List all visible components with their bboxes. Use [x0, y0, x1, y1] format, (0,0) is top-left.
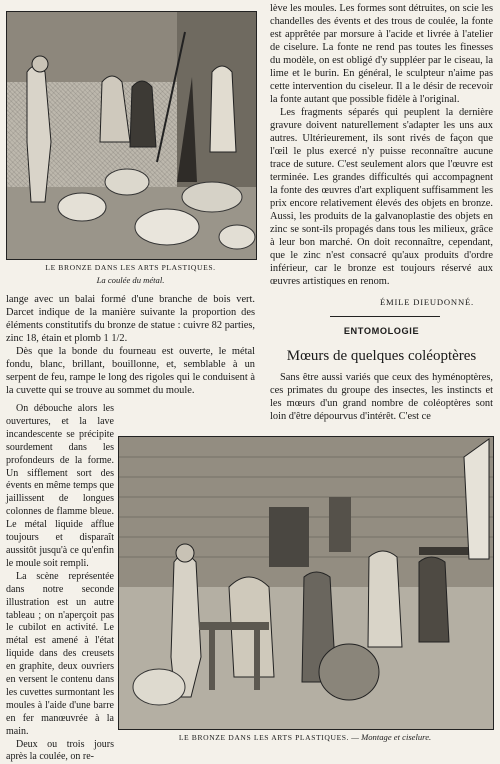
workshop-scene-illustration [119, 437, 493, 729]
figure-2-caption [118, 731, 492, 744]
left-column-text [6, 293, 255, 397]
paragraph: Deux ou trois jours après la coulée, on re- [6, 738, 114, 763]
figure-assembly-engraving [118, 436, 494, 730]
author-signature: ÉMILE DIEUDONNÉ. [380, 297, 474, 307]
figure-2-caption-title: LE BRONZE DANS LES ARTS PLASTIQUES. [178, 733, 350, 742]
figure-1-caption [6, 262, 255, 286]
figure-1-caption-title: LE BRONZE DANS LES ARTS PLASTIQUES. [45, 263, 216, 272]
paragraph: Dès que la bonde du fourneau est ouverte, le métal fondu, blanc, brillant, bouillonne, et, semblable à un serpent de feu, rampe le long des rigoles qui le conduisent à la cuvette qui se trouve au sommet du moule. [6, 346, 255, 396]
paragraph: lange avec un balai formé d'une branche de bois vert. Darcet indique de la manière suivante la proportion des éléments constitutifs du bronze de statue : cuivre 82 parties, zinc 18, étain et plomb 1 1/2. [6, 294, 255, 344]
paragraph: Les fragments séparés qui peuplent la dernière gravure doivent naturellement s'adapter les uns aux autres. Ultérieurement, ils sont rivés de façon que l'œil le plus exercé n'y puisse reconnaître aucune trace de suture. C'est seulement alors que l'œuvre est terminée. Les grandes difficultés qui accompagnent la fonte des œuvres d'art expliquent suffisamment les prix encore relativement élevés des objets en bronze. Aussi, les produits de la galvanoplastie des objets en zinc se sont-ils propagés dans tous les milieux, grâce à leur bon marché. On doit reconnaître, cependant, que le zinc n'est consacré qu'aux produits d'ordre inférieur, car le bronze est toujours réservé aux œuvres artistiques en renom. [270, 107, 493, 287]
paragraph: lève les moules. Les formes sont détruites, on scie les chandelles des évents et des trous de coulée, la fonte est apprêtée par morsure à l'acide et livrée à l'atelier de ciselure. La fonte ne rend pas toutes les finesses du modèle, on est obligé d'y suppléer par le ciseau, la lime et le burin. En général, le sculpteur n'aime pas cette intervention du ciseleur. Il a le désir de recevoir la fonte autant que possible fidèle à l'original. [270, 3, 493, 105]
paragraph: Sans être aussi variés que ceux des hyménoptères, ces primates du groupe des insectes, les instincts et les mœurs d'un grand nombre de coléoptères sont loin d'être dépourvus d'intérêt. C'est ce [270, 372, 493, 422]
right-column-text [270, 2, 493, 288]
casting-scene-illustration [7, 12, 256, 259]
section-heading: ENTOMOLOGIE [343, 326, 420, 336]
divider-rule [330, 316, 440, 317]
figure-casting-engraving [6, 11, 257, 260]
paragraph: La scène représentée dans notre seconde illustration est un autre tableau ; on n'aperçoit pas le cubilot en activité. Le métal est amené à l'état liquide dans des creusets en graphite, deux ouvriers en versent le contenu dans les cuvettes surmontant les moules à l'aide d'une barre en fer manœuvrée à la main. [6, 570, 114, 737]
article-intro [270, 371, 493, 423]
article-title: Mœurs de quelques coléoptères [286, 348, 477, 364]
left-column-narrow-text [6, 403, 114, 764]
figure-2-caption-subtitle: — Montage et ciselure. [351, 732, 432, 742]
paragraph: On débouche alors les ouvertures, et la lave incandescente se précipite sourdement dans les profondeurs de la forme. Un sifflement sort des évents en même temps que jaillissent de longues colonnes de flamme bleue. Le métal liquide afflue toujours et disparaît aussitôt jusqu'à ce qu'enfin le moule soit rempli. [6, 403, 114, 569]
figure-1-caption-subtitle: La coulée du métal. [96, 275, 165, 285]
